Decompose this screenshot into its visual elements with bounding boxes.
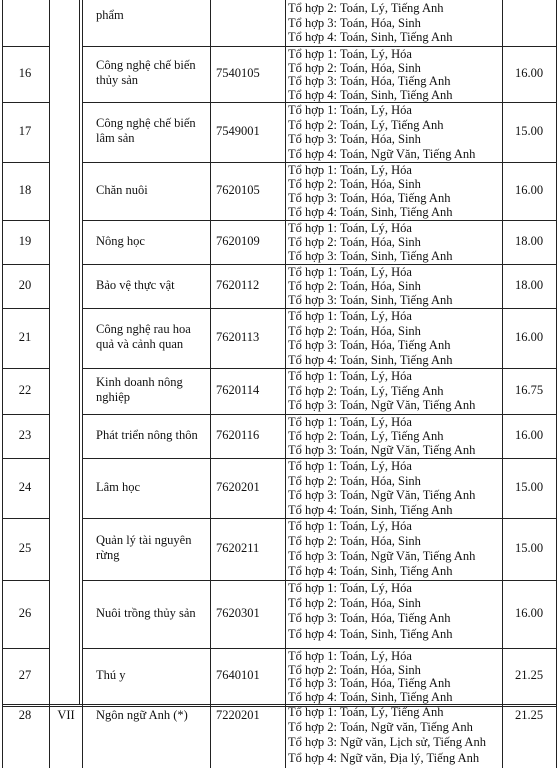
major-name: Thú y [96, 667, 126, 682]
cutoff-score: 15.00 [514, 124, 544, 138]
subject-combination: Tổ hợp 1: Toán, Lý, Hóa [288, 519, 412, 533]
subject-combination: Tổ hợp 4: Toán, Ngữ Văn, Tiếng Anh [288, 146, 476, 161]
major-name: phẩm [96, 8, 124, 22]
row-rule [2, 414, 49, 415]
subject-combination: Tổ hợp 1: Toán, Lý, Hóa [288, 649, 412, 663]
row-rule [2, 220, 49, 221]
major-code: 7620109 [216, 234, 260, 248]
subject-combination: Tổ hợp 3: Toán, Ngữ Văn, Tiếng Anh [288, 488, 476, 502]
cutoff-score: 16.75 [514, 383, 544, 397]
row-number: 21 [18, 330, 32, 344]
major-code: 7620114 [216, 383, 260, 397]
major-name: Phát triển nông thôn [96, 427, 198, 442]
row-number: 17 [18, 124, 32, 138]
subject-combination: Tổ hợp 2: Toán, Hóa, Sinh [288, 323, 421, 338]
row-rule [2, 518, 49, 519]
cutoff-score: 21.25 [514, 668, 544, 682]
row-number: 20 [18, 278, 32, 292]
cutoff-score: 15.00 [514, 541, 544, 555]
subject-combination: Tổ hợp 1: Toán, Lý, Hóa [288, 221, 412, 235]
row-rule [2, 102, 49, 103]
row-rule [2, 580, 49, 581]
row-rule [2, 648, 49, 649]
major-name: Công nghệ chế biến [96, 58, 196, 72]
subject-combination: Tổ hợp 1: Toán, Lý, Hóa [288, 369, 412, 383]
subject-combination: Tổ hợp 4: Ngữ văn, Địa lý, Tiếng Anh [288, 750, 480, 765]
column-rule [49, 0, 50, 768]
row-rule [2, 162, 49, 163]
group-column-border [79, 0, 80, 704]
major-code: 7620105 [216, 183, 260, 197]
subject-combination: Tổ hợp 1: Toán, Lý, Hóa [288, 581, 412, 595]
subject-combination: Tổ hợp 2: Toán, Hóa, Sinh [288, 177, 421, 191]
row-rule [2, 706, 556, 707]
subject-combination: Tổ hợp 4: Toán, Sinh, Tiếng Anh [288, 30, 453, 45]
cutoff-score: 16.00 [514, 66, 544, 80]
row-number: 25 [18, 541, 32, 555]
row-number: 26 [18, 606, 32, 620]
subject-combination: Tổ hợp 4: Toán, Sinh, Tiếng Anh [288, 87, 453, 102]
major-code: 7620116 [216, 428, 260, 442]
cutoff-score: 18.00 [514, 278, 544, 292]
major-name: Kinh doanh nông [96, 375, 183, 389]
subject-combination: Tổ hợp 2: Toán, Lý, Tiếng Anh [288, 383, 444, 398]
major-name: Ngôn ngữ Anh (*) [96, 708, 188, 722]
major-name: Chăn nuôi [96, 182, 148, 197]
cutoff-score: 15.00 [514, 480, 544, 494]
subject-combination: Tổ hợp 1: Toán, Lý, Hóa [288, 309, 412, 323]
major-code: 7640101 [216, 668, 260, 682]
row-number: 16 [18, 66, 32, 80]
subject-combination: Tổ hợp 4: Toán, Sinh, Tiếng Anh [288, 205, 453, 219]
subject-combination: Tổ hợp 3: Toán, Ngữ Văn, Tiếng Anh [288, 398, 476, 413]
major-code: 7220201 [216, 708, 260, 722]
major-name: nghiệp [96, 390, 131, 404]
subject-combination: Tổ hợp 3: Toán, Ngữ Văn, Tiếng Anh [288, 443, 476, 457]
subject-combination: Tổ hợp 3: Ngữ văn, Lịch sử, Tiếng Anh [288, 735, 486, 750]
row-number: 18 [18, 183, 32, 197]
major-name: Công nghệ rau hoa [96, 322, 191, 336]
subject-combination: Tổ hợp 4: Toán, Sinh, Tiếng Anh [288, 689, 453, 704]
subject-combination: Tổ hợp 3: Toán, Sinh, Tiếng Anh [288, 293, 453, 307]
cutoff-score: 18.00 [514, 234, 544, 248]
subject-combination: Tổ hợp 2: Toán, Hóa, Sinh [288, 279, 421, 293]
subject-combination: Tổ hợp 1: Toán, Lý, Hóa [288, 265, 412, 279]
subject-combination: Tổ hợp 1: Toán, Lý, Hóa [288, 163, 412, 177]
subject-combination: Tổ hợp 3: Toán, Hóa, Tiếng Anh [288, 74, 451, 88]
major-name: Nông học [96, 233, 145, 248]
row-number: 23 [18, 428, 32, 442]
major-name: Lâm học [96, 479, 141, 494]
column-rule [210, 0, 211, 768]
major-code: 7620201 [216, 480, 260, 494]
subject-combination: Tổ hợp 1: Toán, Lý, Hóa [288, 47, 412, 61]
cutoff-score: 21.25 [514, 708, 544, 722]
row-rule [2, 308, 49, 309]
subject-combination: Tổ hợp 2: Toán, Hóa, Sinh [288, 662, 421, 677]
subject-combination: Tổ hợp 3: Toán, Ngữ Văn, Tiếng Anh [288, 549, 476, 563]
subject-combination: Tổ hợp 1: Toán, Lý, Tiếng Anh [288, 705, 444, 719]
major-name: Công nghệ chế biến [96, 116, 196, 130]
subject-combination: Tổ hợp 3: Toán, Sinh, Tiếng Anh [288, 249, 453, 263]
subject-combination: Tổ hợp 4: Toán, Sinh, Tiếng Anh [288, 564, 453, 578]
major-code: 7620112 [216, 278, 260, 292]
subject-combination: Tổ hợp 2: Toán, Hóa, Sinh [288, 596, 421, 611]
column-rule [285, 0, 286, 768]
subject-combination: Tổ hợp 3: Toán, Hóa, Sinh [288, 15, 421, 30]
major-name: Nuôi trồng thủy sản [96, 605, 196, 620]
subject-combination: Tổ hợp 1: Toán, Lý, Hóa [288, 103, 412, 117]
subject-combination: Tổ hợp 1: Toán, Lý, Hóa [288, 459, 412, 473]
group-number: VII [57, 708, 75, 722]
subject-combination: Tổ hợp 2: Toán, Lý, Tiếng Anh [288, 429, 444, 443]
subject-combination: Tổ hợp 2: Toán, Hóa, Sinh [288, 235, 421, 249]
subject-combination: Tổ hợp 4: Toán, Sinh, Tiếng Anh [288, 352, 453, 367]
cutoff-score: 16.00 [514, 606, 544, 620]
major-name: Quản lý tài nguyên [96, 533, 192, 547]
subject-combination: Tổ hợp 2: Toán, Lý, Tiếng Anh [288, 1, 444, 15]
major-name: thủy sản [96, 73, 139, 87]
row-number: 27 [18, 668, 32, 682]
row-number: 22 [18, 383, 32, 397]
subject-combination: Tổ hợp 3: Toán, Hóa, Tiếng Anh [288, 191, 451, 205]
row-rule [2, 704, 49, 705]
subject-combination: Tổ hợp 3: Toán, Hóa, Tiếng Anh [288, 338, 451, 352]
row-rule [2, 46, 49, 47]
subject-combination: Tổ hợp 4: Toán, Sinh, Tiếng Anh [288, 502, 453, 517]
row-number: 28 [18, 708, 32, 722]
subject-combination: Tổ hợp 1: Toán, Lý, Hóa [288, 415, 412, 429]
row-number: 24 [18, 480, 32, 494]
cutoff-score: 16.00 [514, 330, 544, 344]
column-rule [82, 0, 83, 768]
subject-combination: Tổ hợp 2: Toán, Lý, Tiếng Anh [288, 117, 444, 132]
subject-combination: Tổ hợp 2: Toán, Hóa, Sinh [288, 60, 421, 75]
major-name: rừng [96, 548, 120, 562]
major-code: 7620301 [216, 606, 260, 620]
subject-combination: Tổ hợp 2: Toán, Ngữ văn, Tiếng Anh [288, 720, 473, 735]
major-name: quả và cảnh quan [96, 337, 184, 351]
subject-combination: Tổ hợp 3: Toán, Hóa, Tiếng Anh [288, 611, 451, 626]
subject-combination: Tổ hợp 2: Toán, Hóa, Sinh [288, 473, 421, 488]
subject-combination: Tổ hợp 3: Toán, Hóa, Sinh [288, 132, 421, 146]
major-code: 7549001 [216, 124, 260, 138]
major-code: 7620113 [216, 330, 260, 344]
subject-combination: Tổ hợp 2: Toán, Hóa, Sinh [288, 534, 421, 548]
column-rule [2, 0, 3, 768]
row-number: 19 [18, 234, 32, 248]
row-rule [2, 458, 49, 459]
row-rule [2, 264, 49, 265]
cutoff-score: 16.00 [514, 183, 544, 197]
subject-combination: Tổ hợp 4: Toán, Sinh, Tiếng Anh [288, 626, 453, 641]
cutoff-score: 16.00 [514, 428, 544, 442]
row-rule [2, 368, 49, 369]
major-name: lâm sản [96, 131, 135, 145]
major-code: 7540105 [216, 66, 260, 80]
major-code: 7620211 [216, 541, 260, 555]
subject-combination: Tổ hợp 3: Toán, Hóa, Tiếng Anh [288, 676, 451, 690]
major-name: Bảo vệ thực vật [96, 277, 175, 292]
